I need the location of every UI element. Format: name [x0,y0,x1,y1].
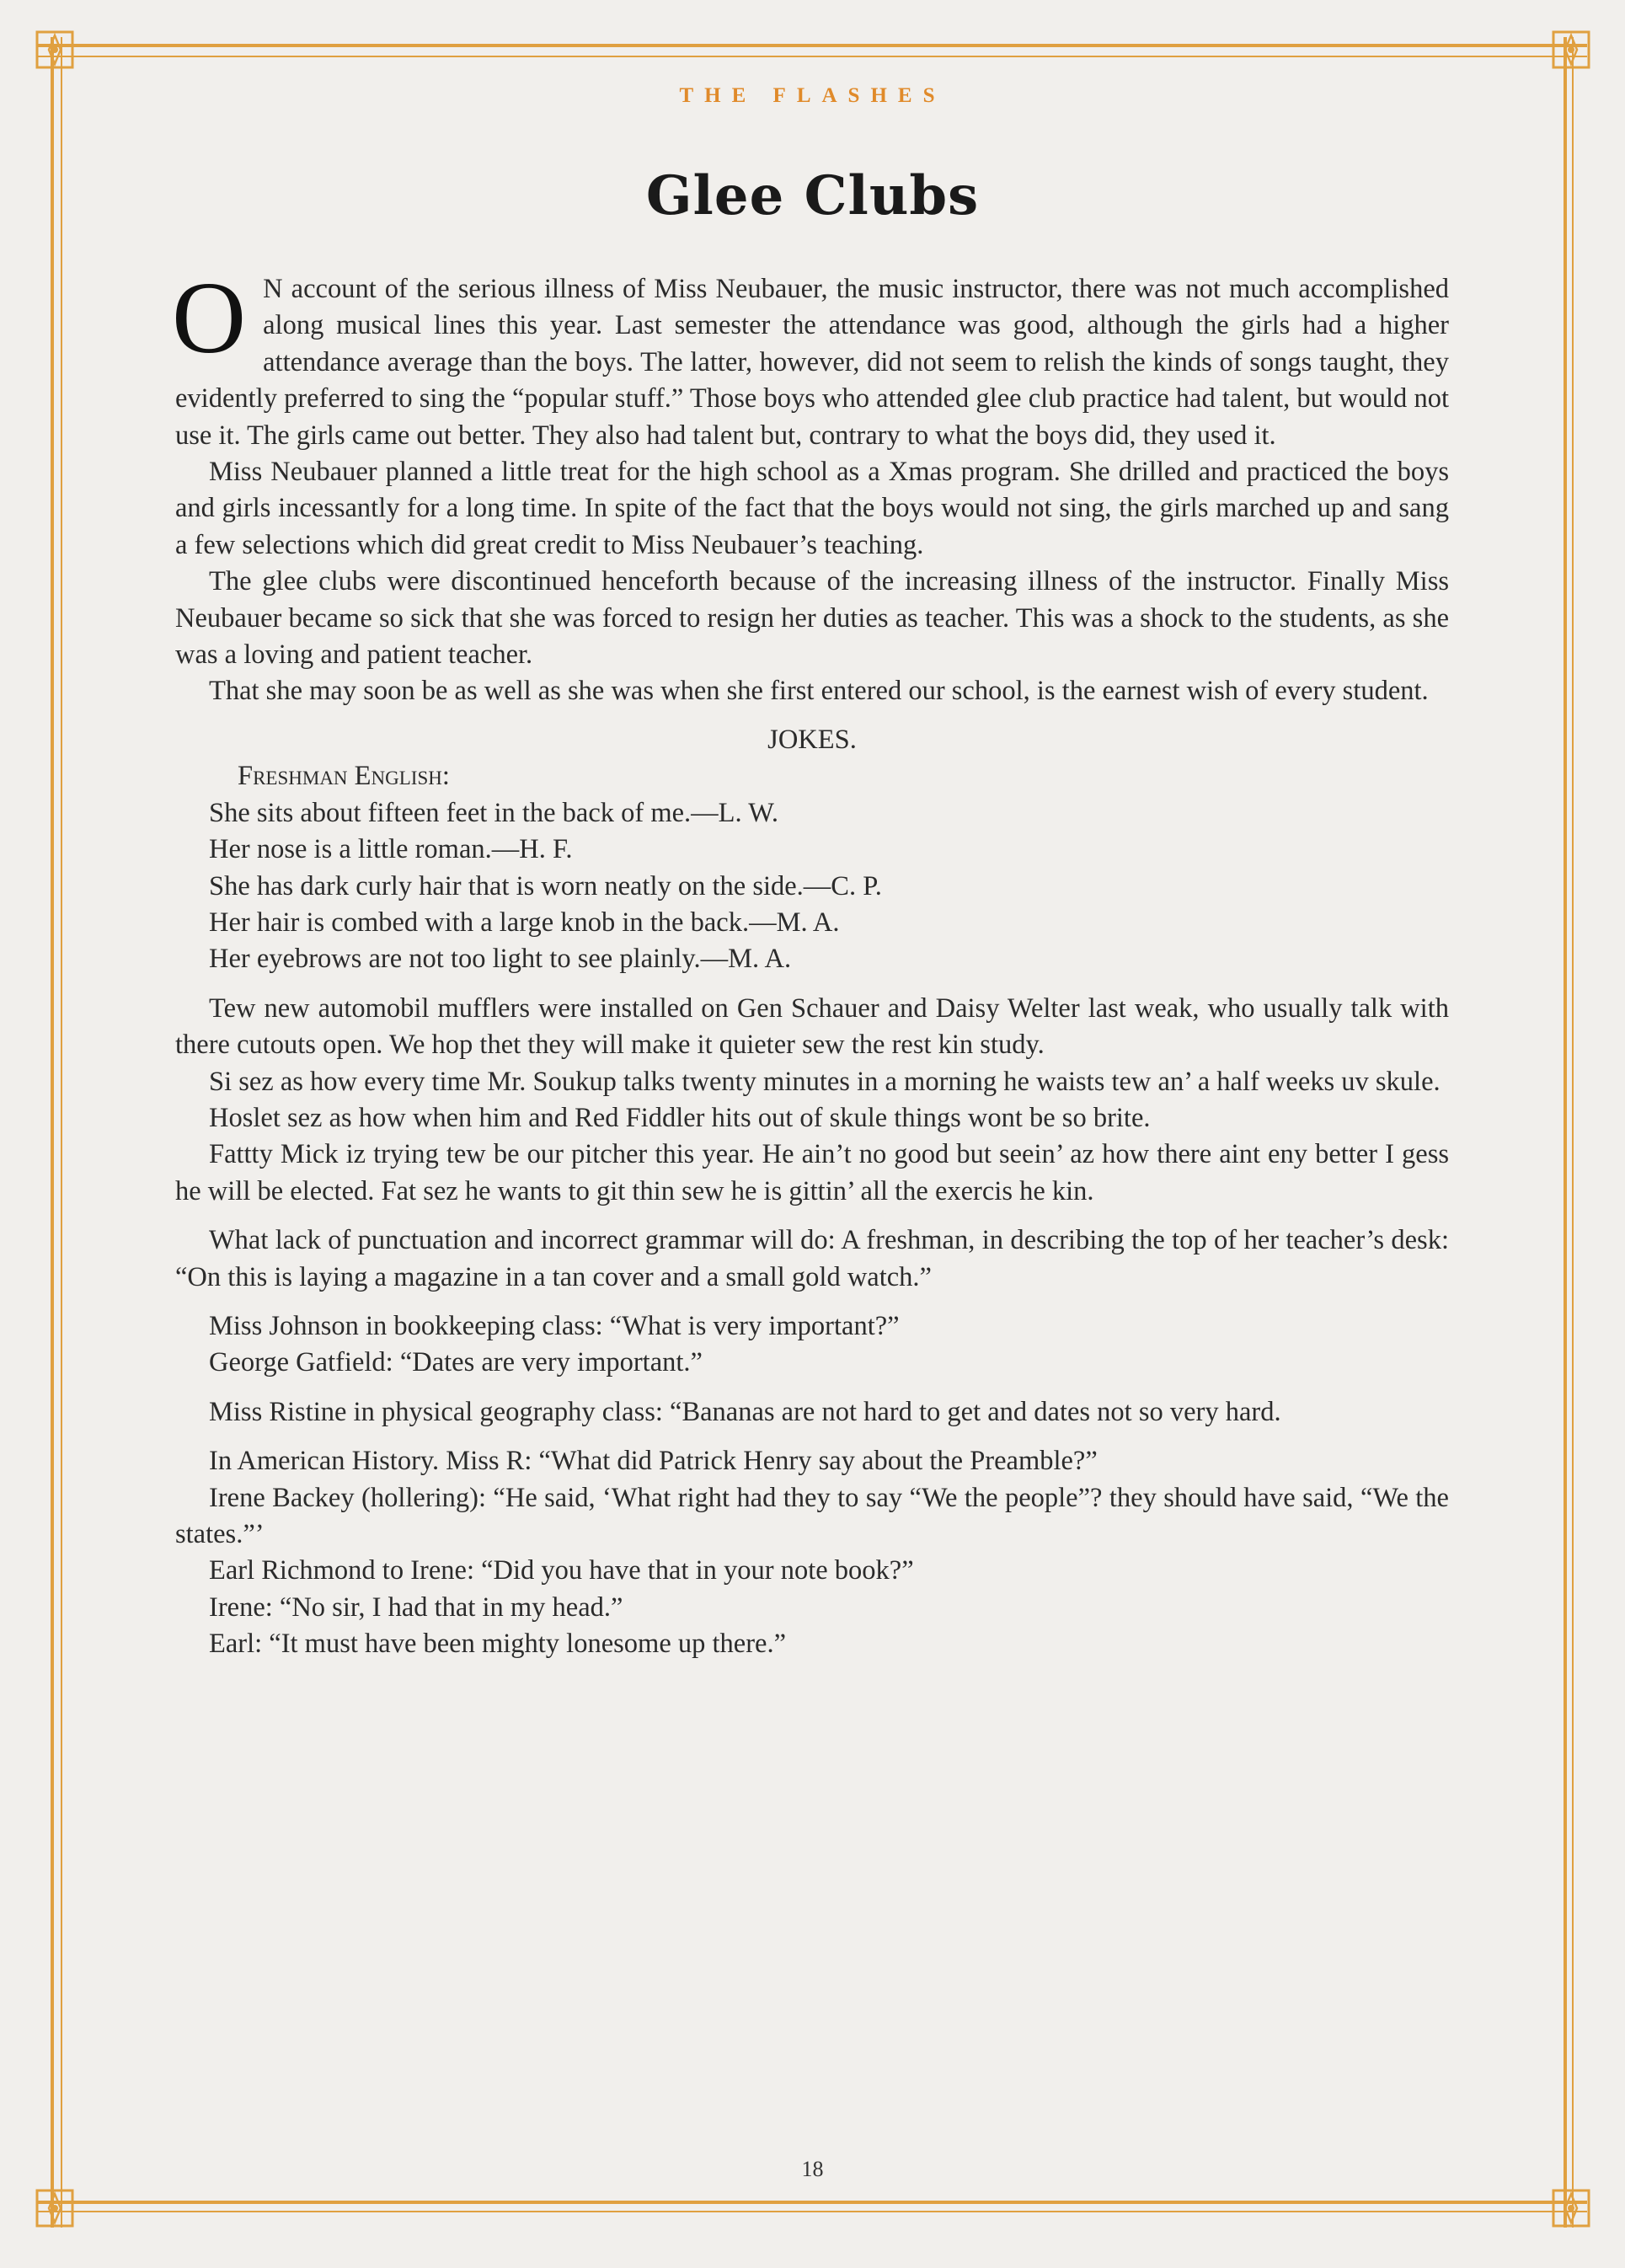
article-body [172,261,1449,1663]
joke-paragraph: Miss Ristine in physical geography class: “Bananas are not hard to get and dates not so very hard. [209,1396,1281,1427]
corner-ornament-icon [34,2187,76,2229]
joke-paragraph: Fattty Mick iz trying tew be our pitcher this year. He ain’t no good but seein’ az how there aint eny better I gess he will be elected. Fat sez he wants to git thin sew he is gittin’ all the exercis he kin. [175,1139,1449,1206]
joke-line: Her hair is combed with a large knob in the back.—M. A. [209,907,840,938]
joke-paragraph: Irene Backey (hollering): “He said, ‘What right had they to say “We the people”? they should have said, “We the states.”’ [175,1482,1449,1549]
article-paragraph: The glee clubs were discontinued henceforth because of the increasing illness of the instructor. Finally Miss Neubauer became so sick that she was forced to resign her duties as teacher. This was a shock to the students, as she was a loving and patient teacher. [175,566,1449,671]
jokes-heading: JOKES. [767,724,857,755]
freshman-english-heading: Freshman English: [238,761,450,792]
joke-line: Miss Johnson in bookkeeping class: “What is very important?” [209,1310,900,1341]
joke-paragraph: Tew new automobil mufflers were installed on Gen Schauer and Daisy Welter last weak, who usually talk with there cutouts open. We hop thet they will make it quieter sew the rest kin study. [175,992,1449,1061]
drop-cap: O [172,261,247,375]
corner-ornament-icon [34,29,76,71]
corner-ornament-icon [1550,2187,1592,2229]
joke-line: Irene: “No sir, I had that in my head.” [209,1591,623,1623]
article-paragraph: O N account of the serious illness of Miss Neubauer, the music instructor, there was not much accomplished along musical lines this year. Last semester the attendance was good, although the girls had a higher attendance average than the boys. The latter, however, did not seem to relish the kinds of songs taught, they evidently preferred to sing the “popular stuff.” Those boys who attended glee club practice had talent, but would not use it. The girls came out better. They also had talent but, contrary to what the boys did, they used it. [172,261,1449,451]
joke-line: George Gatfield: “Dates are very important.” [209,1347,703,1378]
corner-ornament-icon [1550,29,1592,71]
joke-line: She sits about fifteen feet in the back of me.—L. W. [209,797,779,828]
joke-line: Earl: “It must have been mighty lonesome up there.” [209,1629,786,1660]
article-paragraph: That she may soon be as well as she was when she first entered our school, is the earnest wish of every student. [209,676,1429,707]
joke-paragraph: What lack of punctuation and incorrect grammar will do: A freshman, in describing the top of her teacher’s desk: “On this is laying a magazine in a tan cover and a small gold watch.” [175,1225,1449,1292]
running-head: THE FLASHES [679,84,946,107]
joke-line: Her eyebrows are not too light to see plainly.—M. A. [209,944,792,975]
joke-line: She has dark curly hair that is worn neatly on the side.—C. P. [209,870,882,901]
joke-line: Earl Richmond to Irene: “Did you have that in your note book?” [209,1555,914,1586]
joke-paragraph: Si sez as how every time Mr. Soukup talks twenty minutes in a morning he waists tew an’ a half weeks uv skule. [209,1066,1441,1097]
article-paragraph: Miss Neubauer planned a little treat for the high school as a Xmas program. She drilled and practiced the boys and girls incessantly for a long time. In spite of the fact that the boys would not sing, the girls marched up and sang a few selections which did great credit to Miss Neubauer’s teaching. [175,457,1449,560]
page-title: Glee Clubs [645,164,980,227]
joke-line: Her nose is a little roman.—H. F. [209,834,573,865]
page-number: 18 [801,2157,824,2181]
joke-paragraph: Hoslet sez as how when him and Red Fiddler hits out of skule things wont be so brite. [209,1102,1151,1133]
joke-line: In American History. Miss R: “What did Patrick Henry say about the Preamble?” [209,1446,1098,1477]
